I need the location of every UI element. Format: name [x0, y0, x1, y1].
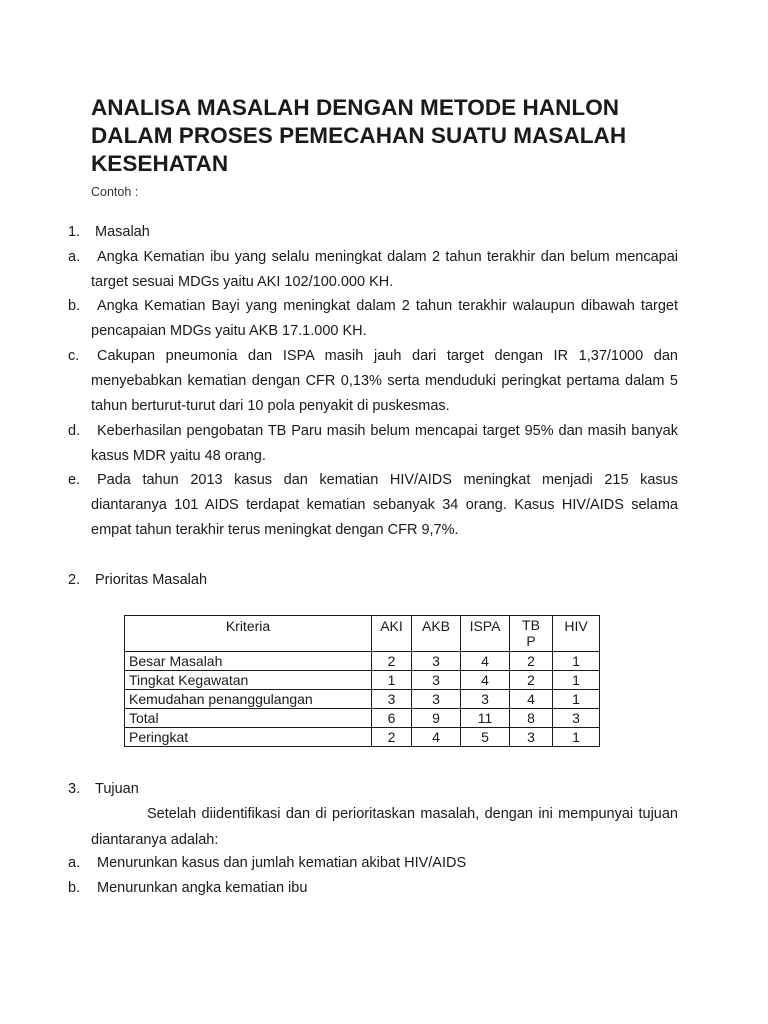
cell-hiv: 1	[553, 728, 600, 747]
item-text: Cakupan pneumonia dan ISPA masih jauh dari target dengan IR 1,37/1000 dan menyebabkan kematian dengan CFR 0,13% serta menduduki peringkat pertama dalam 5 tahun berturut-turut dari 10 pola penyakit di puskesmas.	[91, 348, 678, 414]
cell-tbp: 8	[510, 709, 553, 728]
section-1-title: Masalah	[95, 224, 150, 240]
goal-paragraph: Setelah diidentifikasi dan di perioritaskan masalah, dengan ini mempunyai tujuan diantaranya adalah:	[91, 806, 678, 848]
header-aki: AKI	[372, 616, 412, 652]
problem-item-a	[68, 245, 678, 295]
item-text: Menurunkan kasus dan jumlah kematian akibat HIV/AIDS	[97, 855, 467, 871]
item-letter: a.	[68, 249, 81, 265]
cell-tbp: 2	[510, 671, 553, 690]
table-row	[125, 671, 600, 690]
section-2-heading	[68, 572, 207, 588]
section-1-heading	[68, 224, 150, 240]
cell-ispa: 11	[461, 709, 510, 728]
section-2-title: Prioritas Masalah	[95, 572, 208, 588]
title-line-1: ANALISA MASALAH DENGAN METODE HANLON	[91, 95, 620, 120]
cell-hiv: 1	[553, 671, 600, 690]
item-text: Keberhasilan pengobatan TB Paru masih belum mencapai target 95% dan masih banyak kasus MDR yaitu 48 orang.	[91, 423, 678, 464]
row-label: Kemudahan penanggulangan	[125, 690, 372, 709]
cell-ispa: 4	[461, 652, 510, 671]
table-row	[125, 690, 600, 709]
cell-tbp: 4	[510, 690, 553, 709]
section-3-heading	[68, 781, 139, 797]
cell-akb: 9	[412, 709, 461, 728]
cell-akb: 3	[412, 690, 461, 709]
problem-item-d	[68, 419, 678, 469]
table-row	[125, 652, 600, 671]
goal-item-a	[68, 851, 678, 876]
header-kriteria: Kriteria	[125, 616, 372, 652]
cell-hiv: 1	[553, 652, 600, 671]
header-tbp-line-2: P	[526, 633, 536, 649]
header-tbp	[510, 616, 553, 652]
cell-ispa: 3	[461, 690, 510, 709]
row-label: Tingkat Kegawatan	[125, 671, 372, 690]
header-ispa: ISPA	[461, 616, 510, 652]
item-text: Menurunkan angka kematian ibu	[97, 880, 308, 896]
row-label: Total	[125, 709, 372, 728]
header-akb: AKB	[412, 616, 461, 652]
section-3-number: 3.	[68, 781, 81, 797]
section-3-title: Tujuan	[95, 781, 139, 797]
title-line-2: DALAM PROSES PEMECAHAN SUATU MASALAH	[91, 123, 627, 148]
item-text: Angka Kematian Bayi yang meningkat dalam 2 tahun terakhir walaupun dibawah target pencapaian MDGs yaitu AKB 17.1.000 KH.	[91, 298, 678, 339]
cell-akb: 3	[412, 652, 461, 671]
item-text: Pada tahun 2013 kasus dan kematian HIV/AIDS meningkat menjadi 215 kasus diantaranya 101 AIDS terdapat kematian sebanyak 34 orang. Kasus HIV/AIDS selama empat tahun terakhir terus meningkat dengan CFR 9,7%.	[91, 472, 678, 538]
cell-akb: 3	[412, 671, 461, 690]
item-letter: b.	[68, 880, 81, 896]
item-letter: c.	[68, 348, 80, 364]
section-2-number: 2.	[68, 572, 81, 588]
priority-table	[124, 615, 600, 747]
section-1-number: 1.	[68, 224, 81, 240]
cell-tbp: 3	[510, 728, 553, 747]
cell-aki: 1	[372, 671, 412, 690]
cell-ispa: 5	[461, 728, 510, 747]
item-letter: b.	[68, 298, 81, 314]
cell-aki: 2	[372, 652, 412, 671]
problem-item-c	[68, 344, 678, 419]
cell-hiv: 1	[553, 690, 600, 709]
item-letter: e.	[68, 472, 81, 488]
problem-item-e	[68, 468, 678, 543]
cell-aki: 3	[372, 690, 412, 709]
header-hiv: HIV	[553, 616, 600, 652]
cell-tbp: 2	[510, 652, 553, 671]
title-line-3: KESEHATAN	[91, 151, 229, 176]
row-label: Besar Masalah	[125, 652, 372, 671]
problem-item-b	[68, 294, 678, 344]
table-row	[125, 728, 600, 747]
table-header-row	[125, 616, 600, 652]
document-title	[91, 94, 691, 178]
header-tbp-line-1: TB	[522, 617, 540, 633]
cell-akb: 4	[412, 728, 461, 747]
cell-aki: 2	[372, 728, 412, 747]
cell-aki: 6	[372, 709, 412, 728]
example-label: Contoh :	[91, 185, 139, 199]
row-label: Peringkat	[125, 728, 372, 747]
cell-hiv: 3	[553, 709, 600, 728]
item-letter: a.	[68, 855, 81, 871]
goal-item-b	[68, 876, 678, 901]
item-letter: d.	[68, 423, 81, 439]
cell-ispa: 4	[461, 671, 510, 690]
item-text: Angka Kematian ibu yang selalu meningkat dalam 2 tahun terakhir dan belum mencapai target sesuai MDGs yaitu AKI 102/100.000 KH.	[91, 249, 678, 290]
table-row	[125, 709, 600, 728]
